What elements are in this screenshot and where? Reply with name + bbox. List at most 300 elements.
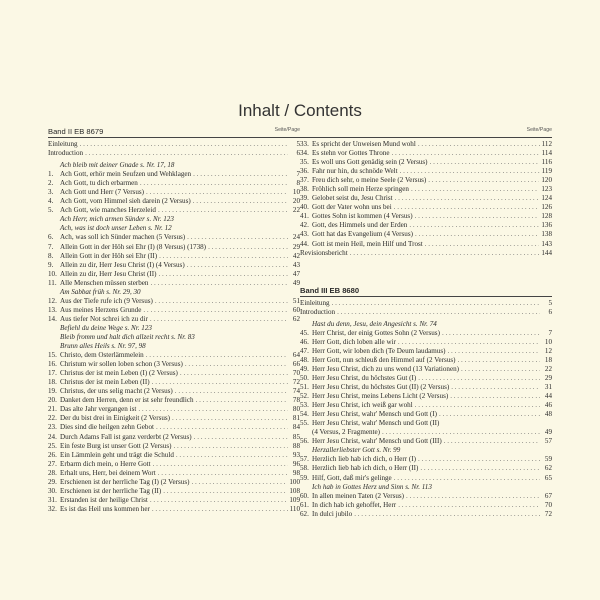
dot-leader <box>138 405 288 414</box>
entry-title: Christus der ist mein Leben (I) (2 Versus) <box>60 369 178 378</box>
toc-entry <box>300 365 552 374</box>
entry-number: 4. <box>48 197 54 206</box>
entry-title: Aus meines Herzens Grunde <box>60 305 142 314</box>
cross-reference-row <box>300 446 552 455</box>
entry-title: Allein Gott in der Höh sei Ehr (I) (8 Versus) (1738) <box>60 242 207 251</box>
entry-number: 27. <box>48 459 57 468</box>
toc-entry <box>48 433 300 442</box>
toc-entry <box>48 261 300 270</box>
toc-entry <box>300 428 552 437</box>
dot-leader <box>392 149 540 158</box>
entry-title: Gott der Vater wohn uns bei <box>312 203 392 212</box>
entry-number: 58. <box>300 464 309 473</box>
page-number: 22 <box>292 206 300 215</box>
entry-title: Es stehn vor Gottes Throne <box>312 149 390 158</box>
page-number: 119 <box>541 167 552 176</box>
entry-title: Ach, was soll ich Sünder machen (5 Versus) <box>60 233 186 242</box>
entry-title: Erstanden ist der heilige Christ <box>60 495 148 504</box>
dot-leader <box>191 478 287 487</box>
toc-entry <box>300 410 552 419</box>
toc-entry <box>300 149 552 158</box>
entry-number: 3. <box>48 188 54 197</box>
page-number: 62 <box>292 314 300 323</box>
toc-entry <box>48 505 300 514</box>
entry-title: In dich hab ich gehoffet, Herr <box>312 500 397 509</box>
toc-entry <box>300 392 552 401</box>
page-number: 96 <box>292 459 300 468</box>
toc-entry <box>48 243 300 252</box>
band-title: Band III EB 8680 <box>300 285 360 295</box>
dot-leader <box>196 396 288 405</box>
page-number: 29 <box>292 242 300 251</box>
toc-entry <box>48 179 300 188</box>
toc-entry <box>48 396 300 405</box>
page-number: 65 <box>544 473 552 482</box>
entry-title: Gott hat das Evangelium (4 Versus) <box>312 230 413 239</box>
toc-entry <box>48 206 300 215</box>
entry-number: 48. <box>300 355 309 364</box>
cross-reference-row <box>48 288 300 297</box>
dot-leader <box>146 188 288 197</box>
entry-title: Hilf, Gott, daß mir's gelinge <box>312 473 392 482</box>
entry-title: Allein zu dir, Herr Jesu Christ (II) <box>60 269 157 278</box>
entry-title: Gott, des Himmels und der Erden <box>312 221 408 230</box>
toc-entry <box>48 360 300 369</box>
entry-number: 29. <box>48 477 57 486</box>
toc-entry <box>48 149 300 158</box>
dot-leader <box>332 299 540 308</box>
entry-title: Erschienen ist der herrliche Tag (I) (2 Versus) <box>60 477 190 486</box>
page-number: 48 <box>544 410 552 419</box>
spacer <box>300 258 552 284</box>
page-number: 81 <box>292 414 300 423</box>
toc-entry <box>48 451 300 460</box>
toc-entry <box>48 369 300 378</box>
dot-leader <box>461 365 540 374</box>
page-number: 46 <box>544 401 552 410</box>
dot-leader <box>394 474 540 483</box>
entry-number: 45. <box>300 328 309 337</box>
dot-leader <box>143 306 288 315</box>
entry-number: 51. <box>300 383 309 392</box>
entry-title: Einleitung <box>48 140 78 148</box>
entry-title: Freu dich sehr, o meine Seele (2 Versus) <box>312 176 427 185</box>
dot-leader <box>194 433 288 442</box>
entry-title: Herr Jesu Christ, du höchstes Gut (I) <box>312 373 417 382</box>
entry-title: Introduction <box>48 149 84 158</box>
entry-number: 46. <box>300 337 309 346</box>
dot-leader <box>409 221 539 230</box>
dot-leader <box>398 338 540 347</box>
entry-title: Durch Adams Fall ist ganz verderbt (2 Versus) <box>60 432 192 441</box>
dot-leader <box>418 140 540 149</box>
entry-title: Es ist das Heil uns kommen her <box>60 504 150 513</box>
dot-leader <box>447 347 540 356</box>
entry-title: Herr Jesu Christ, wahr' Mensch und Gott (I) <box>312 410 437 419</box>
page-number: 108 <box>289 486 300 495</box>
entry-number: 22. <box>48 414 57 423</box>
entry-number: 10. <box>48 269 57 278</box>
page-number: 64 <box>292 351 300 360</box>
dot-leader <box>193 170 288 179</box>
page-number: 20 <box>292 197 300 206</box>
toc-entry <box>48 233 300 242</box>
cross-reference-row <box>300 320 552 329</box>
dot-leader <box>152 505 288 514</box>
toc-entry <box>48 378 300 387</box>
toc-entry <box>300 492 552 501</box>
entry-title: Ach Gott, erhör mein Seufzen und Wehklagen <box>60 170 192 179</box>
toc-entry <box>300 249 552 258</box>
toc-entry <box>48 351 300 360</box>
entry-title: Erschienen ist der herrliche Tag (II) <box>60 486 162 495</box>
entry-title: Herr Jesu Christ, ich weiß gar wohl <box>312 401 413 410</box>
entry-title: Herr Gott, wir loben dich (Te Deum laudamus) <box>312 346 446 355</box>
dot-leader <box>395 194 540 203</box>
page-number: 10 <box>292 188 300 197</box>
page-number: 7 <box>548 328 552 337</box>
dot-leader <box>175 387 288 396</box>
entry-title: Ein Lämmlein geht und trägt die Schuld <box>60 450 174 459</box>
page-number: 8 <box>296 179 300 188</box>
cross-reference-row <box>48 324 300 333</box>
page-number: 78 <box>292 396 300 405</box>
page-title: Inhalt / Contents <box>238 101 362 120</box>
toc-entry <box>48 188 300 197</box>
entry-number: 57. <box>300 455 309 464</box>
toc-entry <box>300 230 552 239</box>
entry-number: 11. <box>48 278 57 287</box>
dot-leader <box>187 261 288 270</box>
entry-number: 6. <box>48 233 54 242</box>
entry-number: 30. <box>48 486 57 495</box>
entry-title: Ach Gott, wie manches Herzeleid <box>60 206 156 215</box>
entry-title: Herr Gott, dich loben alle wir <box>312 337 396 346</box>
entry-title: Ach bleib mit deiner Gnade s. Nr. 17, 18 <box>60 161 175 170</box>
entry-number: 20. <box>48 396 57 405</box>
toc-list <box>300 299 552 519</box>
dot-leader <box>140 179 288 188</box>
dot-leader <box>152 378 288 387</box>
toc-entry <box>300 203 552 212</box>
entry-number: 36. <box>300 167 309 176</box>
entry-number: 39. <box>300 194 309 203</box>
entry-number: 12. <box>48 296 57 305</box>
toc-entry <box>300 240 552 249</box>
page-number: 126 <box>541 203 552 212</box>
dot-leader <box>428 176 539 185</box>
entry-title: Christus der ist mein Leben (II) <box>60 378 150 387</box>
entry-title: Gelobet seist du, Jesu Christ <box>312 194 393 203</box>
dot-leader <box>394 203 540 212</box>
entry-number: 15. <box>48 351 57 360</box>
page-number: 114 <box>541 149 552 158</box>
cross-reference-row <box>48 161 300 170</box>
page-number: 10 <box>544 337 552 346</box>
page-number: 60 <box>292 305 300 314</box>
dot-leader <box>159 252 288 261</box>
page-number: 5 <box>548 298 552 307</box>
page-number: 85 <box>292 432 300 441</box>
entry-number: 56. <box>300 437 309 446</box>
entry-number: 23. <box>48 423 57 432</box>
page-number: 128 <box>541 212 552 221</box>
entry-title: Allein Gott in der Höh sei Ehr (II) <box>60 251 158 260</box>
toc-entry <box>48 478 300 487</box>
toc-entry <box>300 140 552 149</box>
entry-title: Christus, der uns selig macht (2 Versus) <box>60 387 173 396</box>
page-number: 29 <box>544 373 552 382</box>
dot-leader <box>180 369 288 378</box>
entry-number: 1. <box>48 170 54 179</box>
dot-leader <box>187 233 288 242</box>
toc-entry <box>48 279 300 288</box>
dot-leader <box>158 469 288 478</box>
page-number: 98 <box>292 468 300 477</box>
page-number: 70 <box>292 369 300 378</box>
entry-number: 2. <box>48 179 54 188</box>
page-number: 93 <box>292 450 300 459</box>
dot-leader <box>354 510 540 519</box>
toc-entry <box>300 374 552 383</box>
toc-list <box>48 140 300 514</box>
page-number: 57 <box>544 437 552 446</box>
toc-entry <box>48 442 300 451</box>
toc-entry <box>300 167 552 176</box>
page-number: 44 <box>544 392 552 401</box>
dot-leader <box>382 428 540 437</box>
page-number: 5 <box>296 140 300 148</box>
cross-reference-row <box>48 333 300 342</box>
entry-title: Herr Gott, nun schleuß den Himmel auf (2 Versus) <box>312 355 456 364</box>
dot-leader <box>156 423 288 432</box>
entry-number: 9. <box>48 260 54 269</box>
toc-entry <box>300 474 552 483</box>
page-number: 100 <box>289 477 300 486</box>
entry-title: Herr Jesu Christ, meins Lebens Licht (2 Versus) <box>312 392 449 401</box>
page-number: 80 <box>292 405 300 414</box>
page-number: 124 <box>541 194 552 203</box>
dot-leader <box>439 410 540 419</box>
page-number: 18 <box>544 355 552 364</box>
cross-reference-row <box>300 483 552 492</box>
page-number: 120 <box>541 176 552 185</box>
page-number: 43 <box>292 260 300 269</box>
toc-entry <box>48 270 300 279</box>
entry-title: Fröhlich soll mein Herze springen <box>312 185 409 194</box>
entry-number: 16. <box>48 360 57 369</box>
page-number: 123 <box>541 185 552 194</box>
entry-title: Es spricht der Unweisen Mund wohl <box>312 140 416 148</box>
toc-entry <box>300 299 552 308</box>
entry-title: Aus der Tiefe rufe ich (9 Versus) <box>60 296 153 305</box>
entry-title: Revisionsbericht <box>300 248 348 257</box>
entry-title: Christo, dem Osterlämmelein <box>60 351 144 360</box>
toc-entry <box>300 308 552 317</box>
entry-title: Ach Herr, mich armen Sünder s. Nr. 123 <box>60 215 174 224</box>
page-number: 72 <box>544 509 552 518</box>
dot-leader <box>153 460 288 469</box>
page-number: 143 <box>541 239 552 248</box>
page-number: 59 <box>544 455 552 464</box>
entry-title: Ach, was ist doch unser Leben s. Nr. 12 <box>60 224 172 233</box>
page-number: 31 <box>544 383 552 392</box>
band-header <box>300 284 552 297</box>
toc-entry <box>300 464 552 473</box>
band-header <box>300 125 552 138</box>
entry-number: 33. <box>300 140 309 148</box>
page-number: 22 <box>544 364 552 373</box>
toc-entry <box>48 170 300 179</box>
entry-title: Bleib fromm und halt dich allzeit recht s. Nr. 83 <box>60 332 195 341</box>
entry-number: 54. <box>300 410 309 419</box>
entry-number: 37. <box>300 176 309 185</box>
cross-reference-row <box>48 215 300 224</box>
entry-number: 62. <box>300 509 309 518</box>
dot-leader <box>411 185 539 194</box>
toc-list <box>300 140 552 258</box>
toc-entry <box>300 176 552 185</box>
page-number: 84 <box>292 423 300 432</box>
entry-number: 59. <box>300 473 309 482</box>
dot-leader <box>146 351 288 360</box>
dot-leader <box>80 140 288 149</box>
dot-leader <box>150 496 287 505</box>
dot-leader <box>415 212 540 221</box>
page-number: 7 <box>296 170 300 179</box>
entry-title: Christum wir sollen loben schon (3 Versus) <box>60 360 183 369</box>
entry-number: 24. <box>48 432 57 441</box>
page-number: 74 <box>292 387 300 396</box>
entry-number: 25. <box>48 441 57 450</box>
page-number: 62 <box>544 464 552 473</box>
dot-leader <box>158 206 288 215</box>
entry-number: 26. <box>48 450 57 459</box>
dot-leader <box>451 383 540 392</box>
toc-entry <box>48 252 300 261</box>
entry-number: 40. <box>300 203 309 212</box>
toc-entry <box>300 455 552 464</box>
entry-title: Ach Gott und Herr (7 Versus) <box>60 188 144 197</box>
page-number: 49 <box>292 278 300 287</box>
page-number: 144 <box>541 248 552 257</box>
dot-leader <box>172 414 288 423</box>
toc-column-left <box>48 125 300 514</box>
entry-title: Dies sind die heilgen zehn Gebot <box>60 423 154 432</box>
toc-entry <box>300 185 552 194</box>
entry-title: Herr Christ, der einig Gottes Sohn (2 Versus) <box>312 328 440 337</box>
band-title: Band II EB 8679 <box>48 126 104 136</box>
entry-title: In allen meinen Taten (2 Versus) <box>312 491 405 500</box>
entry-title: Ein feste Burg ist unser Gott (2 Versus) <box>60 441 172 450</box>
page-number: 109 <box>289 495 300 504</box>
toc-entry <box>48 306 300 315</box>
dot-leader <box>425 240 540 249</box>
dot-leader <box>420 464 540 473</box>
entry-title: Ach Gott, tu dich erbarmen <box>60 179 138 188</box>
page-number: 66 <box>292 360 300 369</box>
toc-entry <box>300 212 552 221</box>
entry-title: Herzlich lieb hab ich dich, o Herr (I) <box>312 455 416 464</box>
toc-entry <box>300 419 552 428</box>
toc-entry <box>300 401 552 410</box>
entry-title: Das alte Jahr vergangen ist <box>60 405 137 414</box>
toc-entry <box>48 140 300 149</box>
toc-entry <box>300 501 552 510</box>
page-column-label: Seite/Page <box>274 127 300 134</box>
page-number: 88 <box>292 441 300 450</box>
entry-number: 55. <box>300 419 309 428</box>
entry-number: 5. <box>48 206 54 215</box>
entry-title: Herzlich lieb hab ich dich, o Herr (II) <box>312 464 419 473</box>
page-number: 51 <box>292 296 300 305</box>
entry-number: 35. <box>300 158 309 167</box>
entry-number: 18. <box>48 378 57 387</box>
entry-number: 21. <box>48 405 57 414</box>
dot-leader <box>163 487 287 496</box>
entry-title: Hast du denn, Jesu, dein Angesicht s. Nr. 74 <box>312 319 437 328</box>
dot-leader <box>442 329 540 338</box>
dot-leader <box>185 360 288 369</box>
dot-leader <box>444 437 540 446</box>
page-number: 72 <box>292 378 300 387</box>
entry-number: 17. <box>48 369 57 378</box>
entry-title: Alle Menschen müssen sterben <box>60 278 149 287</box>
page-number: 116 <box>541 158 552 167</box>
page-number: 112 <box>541 140 552 148</box>
entry-title: Erbarm dich mein, o Herre Gott <box>60 459 151 468</box>
page-number: 24 <box>292 233 300 242</box>
entry-number: 7. <box>48 242 54 251</box>
entry-number: 52. <box>300 392 309 401</box>
page-number: 49 <box>544 428 552 437</box>
toc-entry <box>48 315 300 324</box>
page-column-label: Seite/Page <box>526 127 552 134</box>
dot-leader <box>85 149 288 158</box>
dot-leader <box>398 501 540 510</box>
entry-number: 32. <box>48 504 57 513</box>
entry-number: 38. <box>300 185 309 194</box>
dot-leader <box>458 356 541 365</box>
toc-entry <box>300 437 552 446</box>
entry-number: 41. <box>300 212 309 221</box>
page-number: 70 <box>544 500 552 509</box>
page-number: 110 <box>289 504 300 513</box>
toc-entry <box>48 487 300 496</box>
dot-leader <box>173 442 288 451</box>
entry-title: Herr Jesu Christ, wahr' Mensch und Gott (II) <box>312 419 440 428</box>
entry-title: Danket dem Herren, denn er ist sehr freundlich <box>60 396 194 405</box>
entry-title: Herr Jesu Christ, du höchstes Gut (II) (2 Versus) <box>312 383 450 392</box>
dot-leader <box>406 492 540 501</box>
toc-entry <box>48 469 300 478</box>
dot-leader <box>430 158 540 167</box>
page-number: 12 <box>544 346 552 355</box>
dot-leader <box>350 249 540 258</box>
page-number: 42 <box>292 251 300 260</box>
entry-title: (4 Versus, 2 Fragmente) <box>312 428 381 437</box>
entry-number: 8. <box>48 251 54 260</box>
entry-title: Introduction <box>300 307 336 316</box>
entry-title: Herr Jesu Christ, dich zu uns wend (13 Variationen) <box>312 364 460 373</box>
entry-title: Einleitung <box>300 298 330 307</box>
toc-entry <box>300 356 552 365</box>
entry-title: Am Sabbat früh s. Nr. 29, 30 <box>60 287 141 296</box>
entry-title: In dulci jubilo <box>312 509 353 518</box>
entry-title: Ich hab in Gottes Herz und Sinn s. Nr. 113 <box>312 482 432 491</box>
cross-reference-row <box>48 342 300 351</box>
entry-title: Es woll uns Gott genädig sein (2 Versus) <box>312 158 428 167</box>
